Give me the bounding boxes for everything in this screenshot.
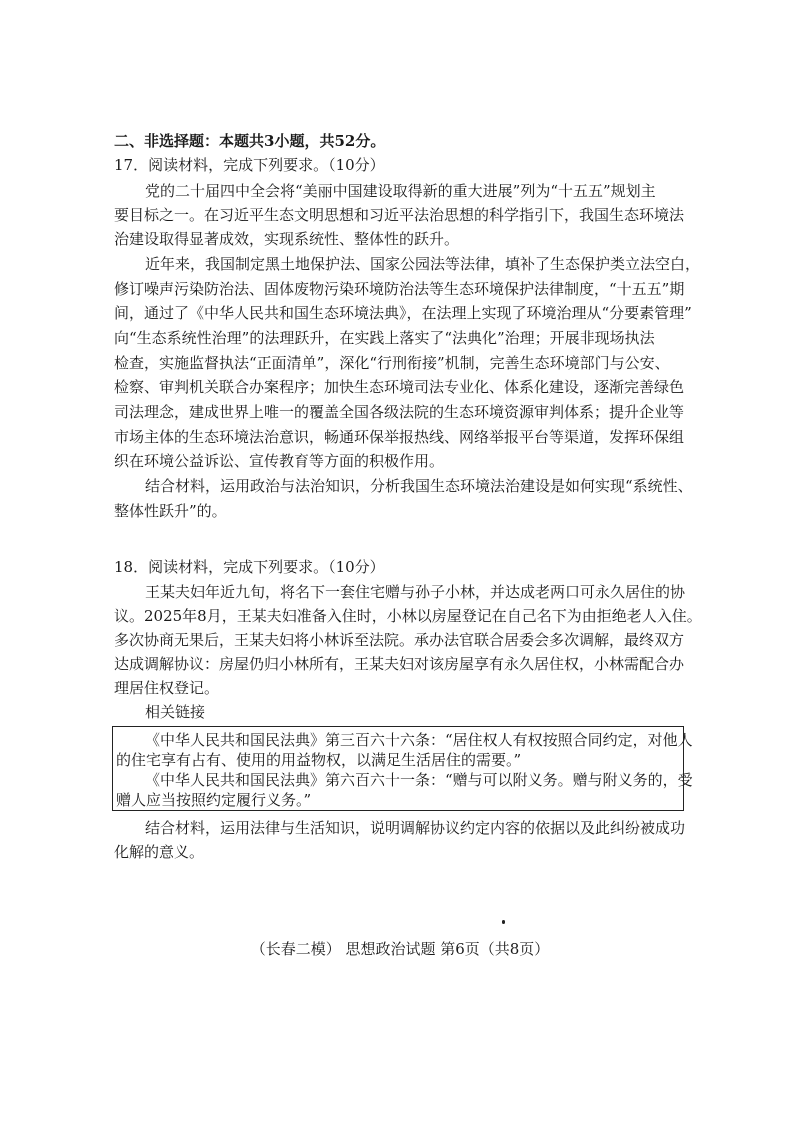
q17-material-line: 要目标之一。在习近平生态文明思想和习近平法治思想的科学指引下，我国生态环境法 <box>114 206 685 224</box>
q17-material-line: 司法理念，建成世界上唯一的覆盖全国各级法院的生态环境资源审判体系；提升企业等 <box>114 403 685 421</box>
q18-task-line: 化解的意义。 <box>114 843 205 861</box>
q18-material-line: 多次协商无果后，王某夫妇将小林诉至法院。承办法官联合居委会多次调解，最终双方 <box>114 631 685 649</box>
q18-title: 18．阅读材料，完成下列要求。（10分） <box>114 558 385 576</box>
q17-title: 17．阅读材料，完成下列要求。（10分） <box>114 156 385 174</box>
related-links-label: 相关链接 <box>145 703 206 721</box>
q18-task-line: 结合材料，运用法律与生活知识，说明调解协议约定内容的依据以及此纠纷被成功 <box>145 819 686 837</box>
page-footer: （长春二模） 思想政治试题 第6页（共8页） <box>250 940 550 958</box>
q17-material-line: 检察、审判机关联合办案程序；加快生态环境司法专业化、体系化建设，逐渐完善绿色 <box>114 378 685 396</box>
q17-material-line: 市场主体的生态环境法治意识，畅通环保举报热线、网络举报平台等渠道，发挥环保组 <box>114 428 685 446</box>
q17-material-line: 织在环境公益诉讼、宣传教育等方面的积极作用。 <box>114 452 445 470</box>
quote-line: 《中华人民共和国民法典》第六百六十一条：“赠与可以附义务。赠与附义务的，受 <box>145 771 693 789</box>
quote-line: 赠人应当按照约定履行义务。” <box>116 791 312 809</box>
q17-material-line: 检查，实施监督执法“正面清单”，深化“行刑衔接”机制，完善生态环境部门与公安、 <box>114 354 670 372</box>
q17-material-line: 修订噪声污染防治法、固体废物污染环境防治法等生态环境保护法律制度，“十五五”期 <box>114 280 685 298</box>
q18-material-line: 议。2025年8月，王某夫妇准备入住时，小林以房屋登记在自己名下为由拒绝老人入住。 <box>114 607 702 625</box>
q18-material-line: 王某夫妇年近九旬，将名下一套住宅赠与孙子小林，并达成老两口可永久居住的协 <box>145 583 686 601</box>
q17-material-line: 向“生态系统性治理”的法理跃升，在实践上落实了“法典化”治理；开展非现场执法 <box>114 329 655 347</box>
q17-material-line: 近年来，我国制定黑土地保护法、国家公园法等法律，填补了生态保护类立法空白， <box>145 255 701 273</box>
quote-line: 《中华人民共和国民法典》第三百六十六条：“居住权人有权按照合同约定，对他人 <box>145 731 693 749</box>
q17-material-line: 间，通过了《中华人民共和国生态环境法典》，在法理上实现了环境治理从“分要素管理” <box>114 304 692 322</box>
q17-material-line: 治建设取得显著成效，实现系统性、整体性的跃升。 <box>114 230 460 248</box>
section-heading: 二、非选择题：本题共3小题，共52分。 <box>114 132 386 150</box>
stray-mark <box>502 920 505 924</box>
quote-line: 的住宅享有占有、使用的用益物权，以满足生活居住的需要。” <box>116 751 522 769</box>
q17-material-line: 党的二十届四中全会将“美丽中国建设取得新的重大进展”列为“十五五”规划主 <box>145 182 656 200</box>
q17-task-line: 整体性跃升”的。 <box>114 502 227 520</box>
q18-material-line: 达成调解协议：房屋仍归小林所有，王某夫妇对该房屋享有永久居住权，小林需配合办 <box>114 655 685 673</box>
q18-material-line: 理居住权登记。 <box>114 679 220 697</box>
q17-task-line: 结合材料，运用政治与法治知识，分析我国生态环境法治建设是如何实现“系统性、 <box>145 477 693 495</box>
